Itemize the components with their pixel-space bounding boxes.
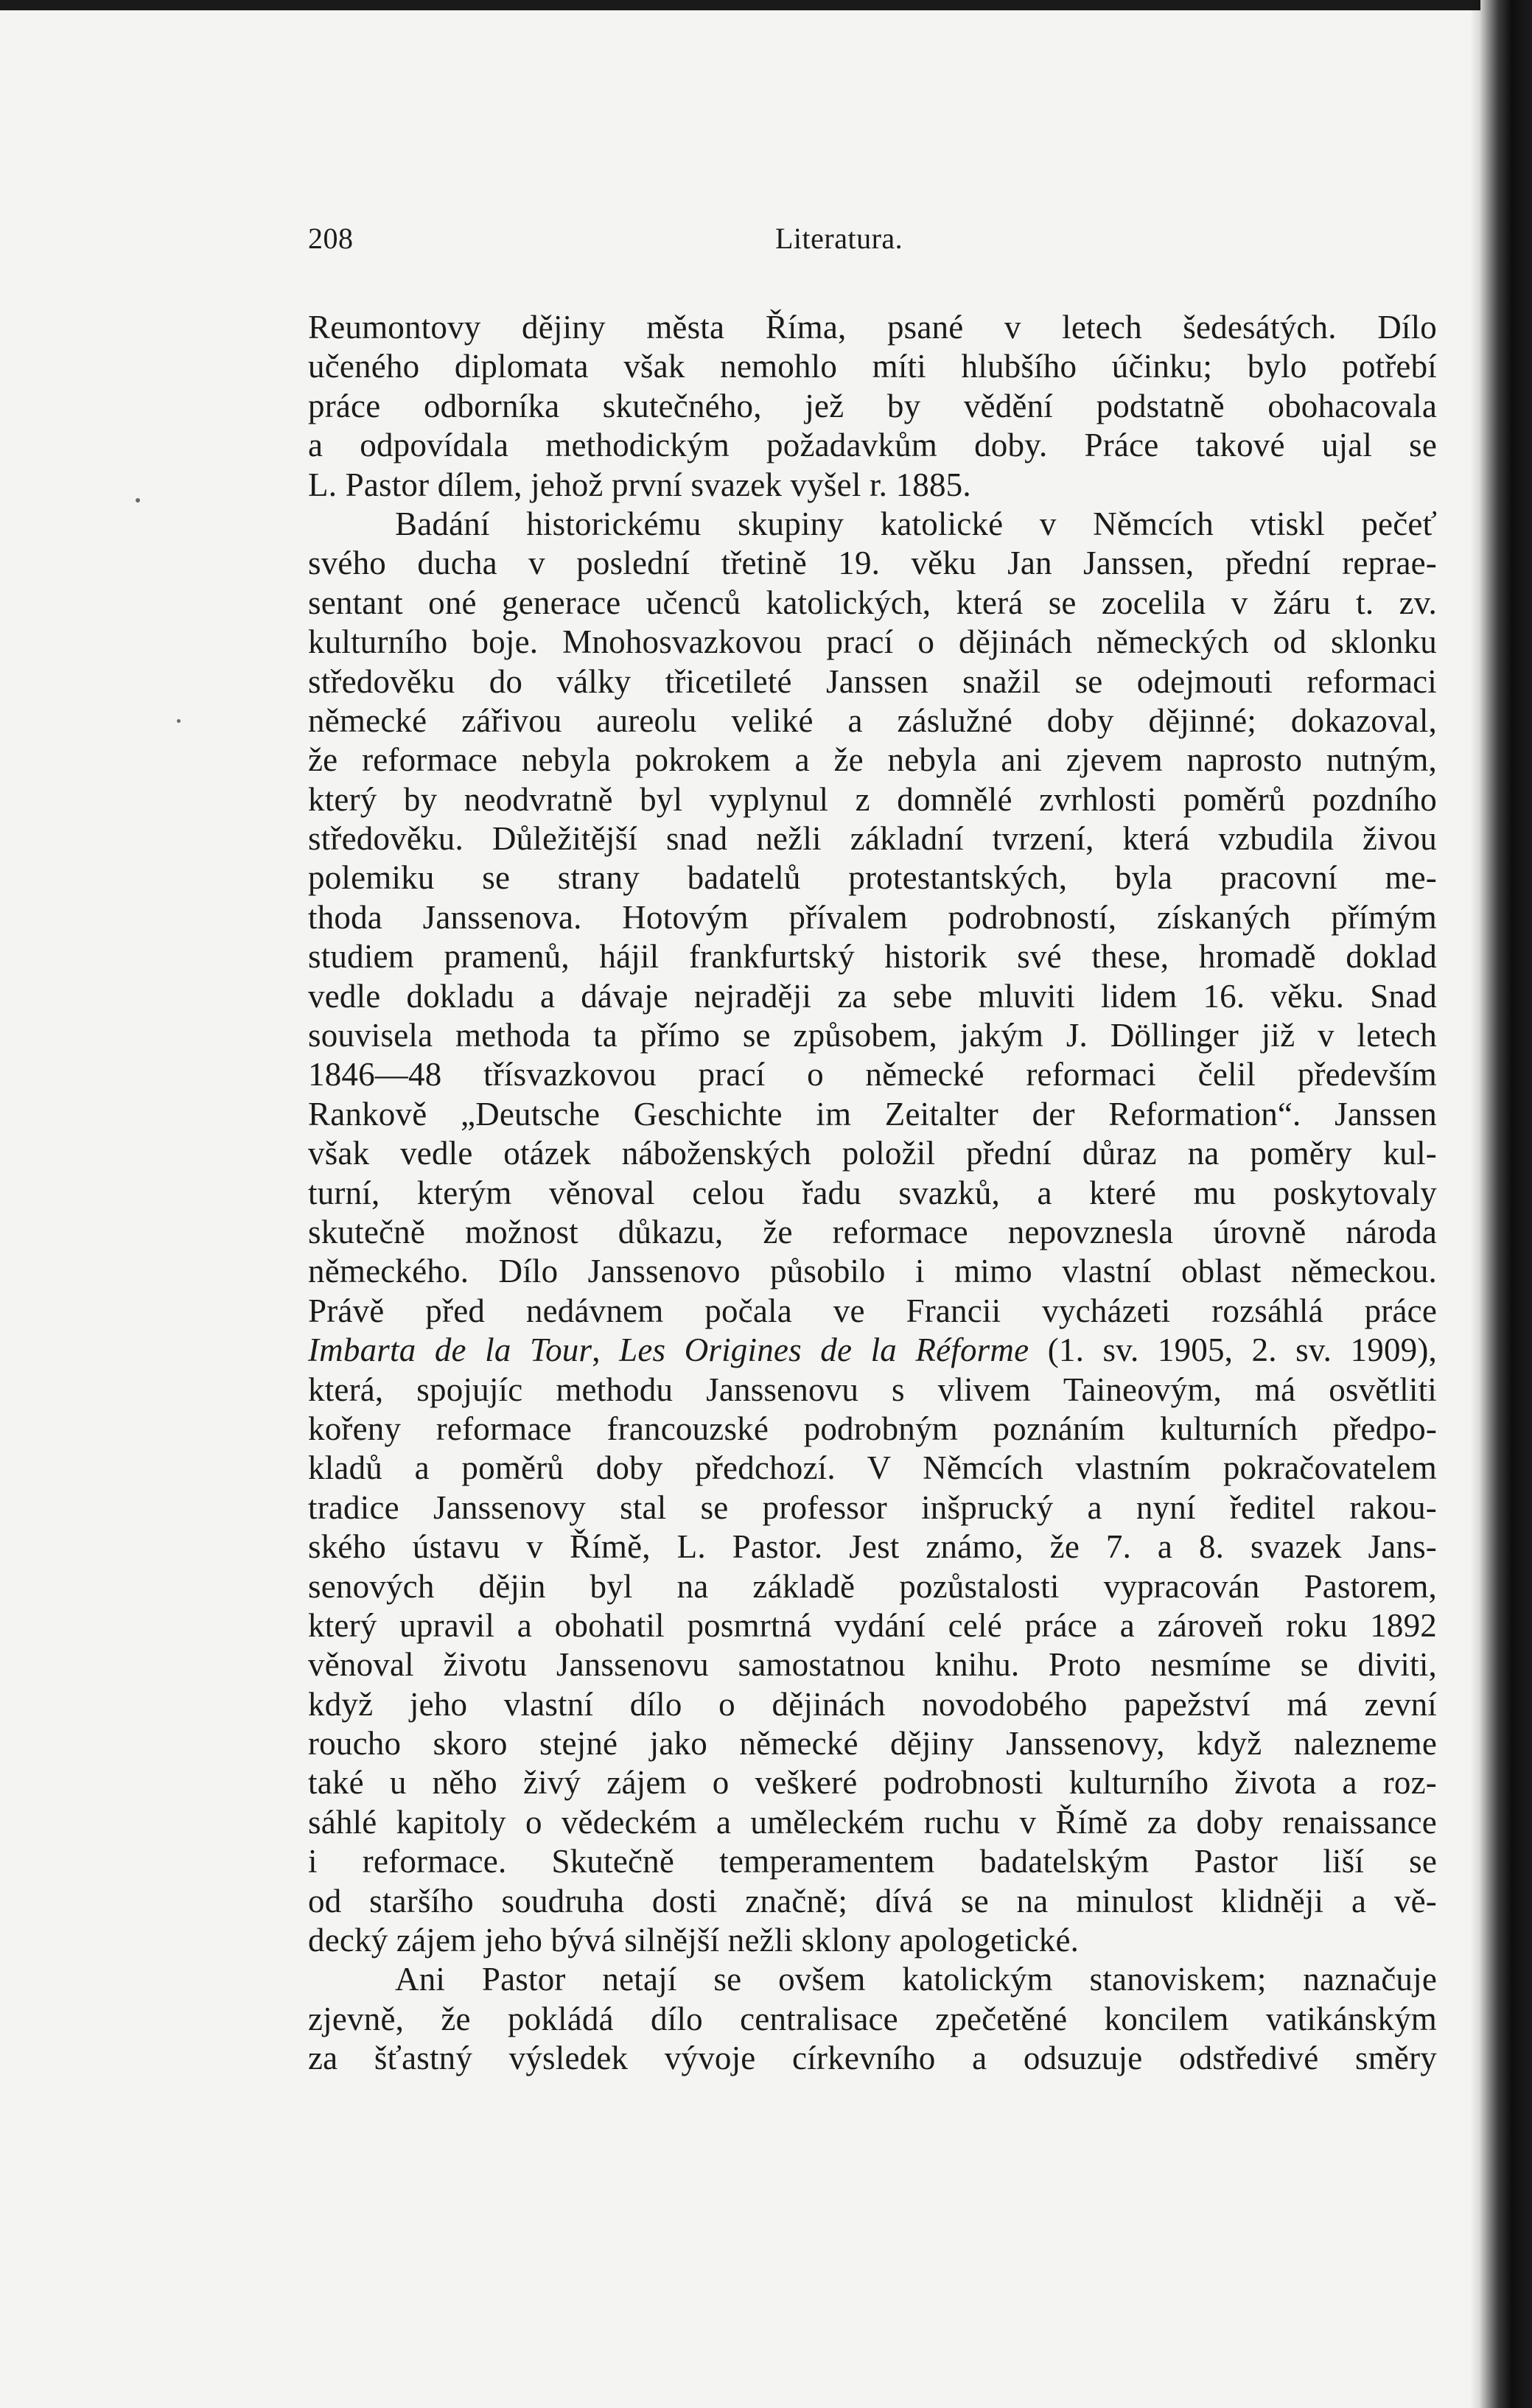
book-volumes: (1. sv. 1905, 2. sv. 1909), (1029, 1331, 1437, 1369)
text-line: Reumontovy dějiny města Říma, psané v letech šedesátých. Dílo (308, 309, 1437, 346)
text-line: svého ducha v poslední třetině 19. věku Jan Janssen, přední repraе- (308, 545, 1437, 582)
text-line: však vedle otázek náboženských položil přední důraz na poměry kul- (308, 1135, 1437, 1172)
text-line: decký zájem jeho bývá silnější nežli sklony apologetické. (308, 1922, 1080, 1959)
text-line: kořeny reformace francouzské podrobným poznáním kulturních předpo- (308, 1410, 1437, 1447)
text-line: který upravil a obohatil posmrtná vydání celé práce a zároveň roku 1892 (308, 1606, 1437, 1644)
text-line: kladů a poměrů doby předchozí. V Němcích vlastním pokračovatelem (308, 1449, 1437, 1487)
scan-dust-mark (177, 719, 181, 723)
book-binding-edge (1480, 0, 1532, 2408)
text-line: Rankově „Deutsche Geschichte im Zeitalter der Reformation“. Janssen (308, 1095, 1437, 1133)
text-line: německého. Dílo Janssenovo působilo i mimo vlastní oblast německou. (308, 1253, 1437, 1290)
text-line: souvisela methoda ta přímo se způsobem, jakým J. Döllinger již v letech (308, 1017, 1437, 1054)
scan-top-edge (0, 0, 1532, 10)
book-title-italic: Les Origines de la Réforme (619, 1331, 1029, 1369)
text-line: roucho skoro stejné jako německé dějiny Janssenovy, když nalezneme (308, 1725, 1437, 1763)
text-line: skutečně možnost důkazu, že reformace nepovznesla úrovně národa (308, 1213, 1437, 1250)
page-number: 208 (308, 222, 354, 255)
text-line: německé zářivou aureolu veliké a záslužné doby dějinné; dokazoval, (308, 701, 1437, 739)
text-line: sáhlé kapitoly o vědeckém a uměleckém ruchu v Římě za doby renaissance (308, 1803, 1437, 1841)
text-line: který by neodvratně byl vyplynul z domnělé zvrhlosti poměrů pozdního (308, 780, 1437, 818)
book-author-italic: Imbarta de la Tour (308, 1331, 592, 1369)
running-title: Literatura. (775, 222, 903, 255)
text-line: za šťastný výsledek vývoje církevního a odsuzuje odstředivé směry (308, 2040, 1437, 2077)
text-line: od staršího soudruha dosti značně; dívá se na minulost klidněji a vě- (308, 1882, 1437, 1919)
text-line: věnoval životu Janssenovu samostatnou knihu. Proto nesmíme se diviti, (308, 1646, 1437, 1684)
text-line: ského ústavu v Římě, L. Pastor. Jest známo, že 7. a 8. svazek Jans- (308, 1528, 1437, 1566)
text-line: Badání historickému skupiny katolické v Němcích vtiskl pečeť (395, 505, 1437, 542)
text-line: středověku. Důležitější snad nežli základní tvrzení, která vzbudila živou (308, 820, 1437, 858)
text-line: také u něho živý zájem o veškeré podrobnosti kulturního života a roz- (308, 1764, 1437, 1802)
text-line: středověku do války třicetileté Janssen snažil se odejmouti reformaci (308, 662, 1437, 700)
text-line: polemiku se strany badatelů protestantských, byla pracovní me- (308, 859, 1437, 897)
text-line: která, spojujíc methodu Janssenovu s vlivem Taineovým, má osvětliti (308, 1371, 1437, 1408)
text-line: Právě před nedávnem počala ve Francii vycházeti rozsáhlá práce (308, 1292, 1437, 1329)
text-line: thoda Janssenova. Hotovým přívalem podrobností, získaných přímým (308, 898, 1437, 936)
text-line: že reformace nebyla pokrokem a že nebyla ani zjevem naprosto nutným, (308, 741, 1437, 779)
body-text (308, 308, 1437, 2079)
text-line: tradice Janssenovy stal se professor inšprucký a nyní ředitel rakou- (308, 1488, 1437, 1526)
text-line: učeného diplomata však nemohlo míti hlubšího účinku; bylo potřebí (308, 348, 1437, 385)
text-line: 1846—48 třísvazkovou prací o německé reformaci čelil především (308, 1056, 1437, 1093)
running-header (308, 221, 1437, 265)
text-line: když jeho vlastní dílo o dějinách novodobého papežství má zevní (308, 1685, 1437, 1723)
text-line: sentant oné generace učenců katolických, která se zocelila v žáru t. zv. (308, 584, 1437, 621)
text-line: Ani Pastor netají se ovšem katolickým stanoviskem; naznačuje (395, 1961, 1437, 1998)
text-line: kulturního boje. Mnohosvazkovou prací o dějinách německých od sklonku (308, 623, 1437, 661)
scan-dust-mark (136, 498, 140, 503)
text-line: zjevně, že pokládá dílo centralisace zpečetěné koncilem vatikánským (308, 2000, 1437, 2037)
text-line: senových dějin byl na základě pozůstalosti vypracován Pastorem, (308, 1567, 1437, 1605)
separator: , (592, 1331, 620, 1369)
text-line: L. Pastor dílem, jehož první svazek vyšel r. 1885. (308, 466, 971, 503)
text-line: vedle dokladu a dávaje nejraději za sebe mluviti lidem 16. věku. Snad (308, 977, 1437, 1015)
text-line: a odpovídala methodickým požadavkům doby. Práce takové ujal se (308, 427, 1437, 464)
page-gutter-shadow (1470, 0, 1480, 2408)
text-line: turní, kterým věnoval celou řadu svazků, a které mu poskytovaly (308, 1174, 1437, 1211)
text-line: práce odborníka skutečného, jež by vědění podstatně obohacovala (308, 387, 1437, 424)
text-line: studiem pramenů, hájil frankfurtský historik své these, hromadě doklad (308, 938, 1437, 976)
text-line: i reformace. Skutečně temperamentem badatelským Pastor liší se (308, 1843, 1437, 1880)
text-line (308, 1331, 1437, 1370)
